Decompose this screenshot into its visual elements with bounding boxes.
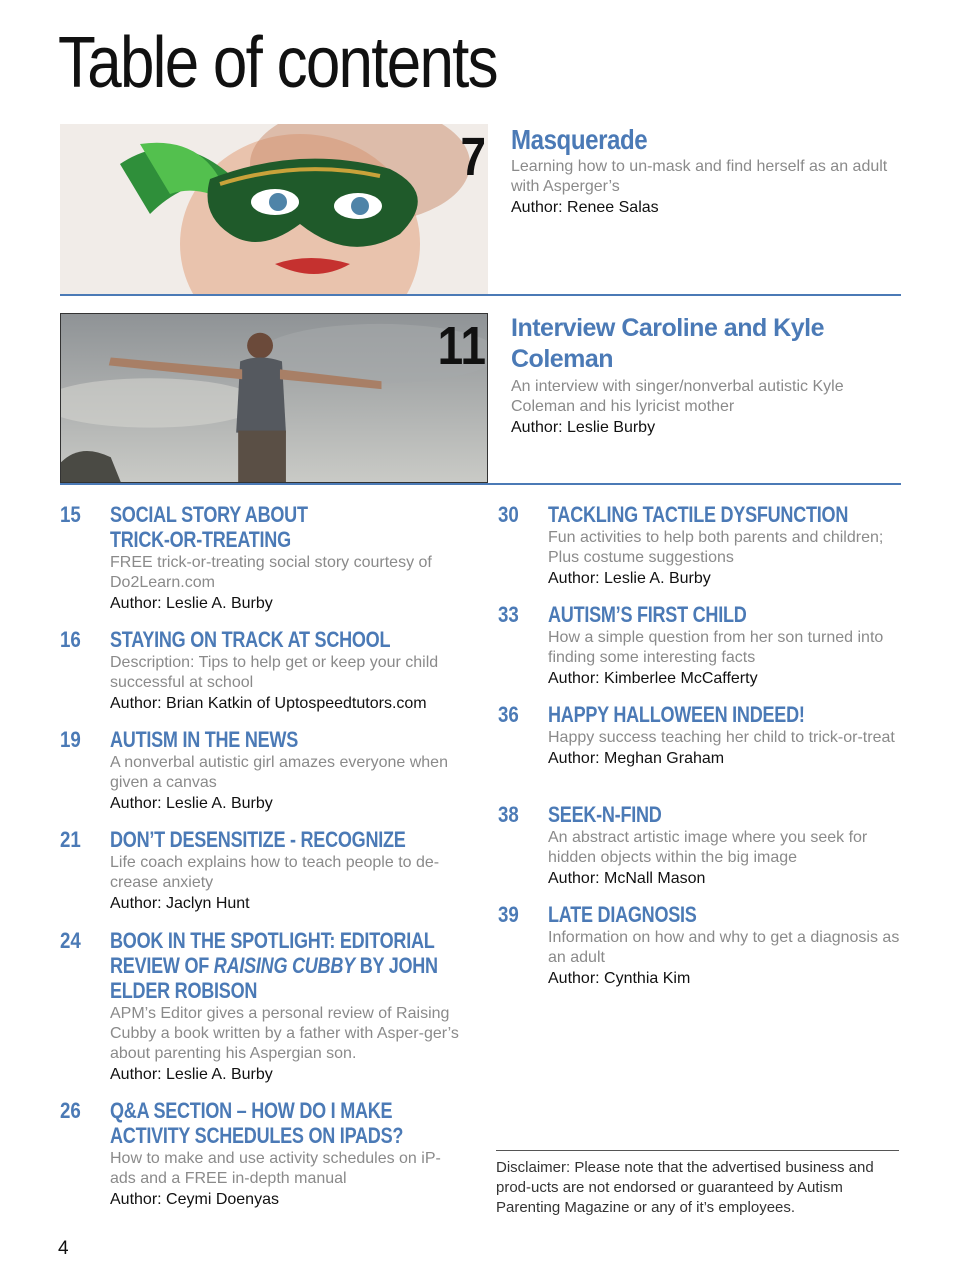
entry-page-number: 19	[60, 727, 81, 752]
entry-author: Author: Jaclyn Hunt	[110, 895, 250, 912]
page-number: 4	[58, 1238, 69, 1259]
entry-description: How a simple question from her son turned into finding some interesting facts	[548, 629, 884, 666]
entry-author: Author: Cynthia Kim	[548, 970, 691, 987]
entry-page-number: 26	[60, 1098, 81, 1123]
disclaimer-divider	[496, 1150, 899, 1151]
feature-author: Author: Renee Salas	[511, 199, 659, 216]
entry-page-number: 30	[498, 502, 519, 527]
entry-page-number: 15	[60, 502, 81, 527]
entry-description: Happy success teaching her child to trick-or-treat	[548, 729, 895, 746]
entry-title[interactable]: TACKLING TACTILE DYSFUNCTION	[548, 502, 849, 527]
entry-title[interactable]: STAYING ON TRACK AT SCHOOL	[110, 627, 391, 652]
masquerade-photo	[60, 124, 488, 294]
entry-page-number: 33	[498, 602, 519, 627]
entry-page-number: 36	[498, 702, 519, 727]
entry-title-part: BOOK IN THE SPOTLIGHT: EDITORIAL REVIEW OF	[110, 928, 435, 978]
entry-description: Life coach explains how to teach people to de-crease anxiety	[110, 854, 440, 891]
entry-title[interactable]	[110, 928, 462, 1003]
page-title: Table of contents	[58, 23, 497, 103]
entry-description: Information on how and why to get a diagnosis as an adult	[548, 929, 900, 966]
toc-right-column	[498, 502, 908, 1002]
feature-page-number: 7	[460, 127, 486, 187]
man-outstretched-arms-image	[61, 314, 487, 482]
interview-photo	[60, 313, 488, 483]
entry-title[interactable]: AUTISM’S FIRST CHILD	[548, 602, 747, 627]
entry-title[interactable]: SOCIAL STORY ABOUT TRICK-OR-TREATING	[110, 502, 308, 552]
feature-description: Learning how to un-mask and find herself as an adult with Asperger’s	[511, 158, 888, 195]
entry-title-part: BY JOHN ELDER ROBISON	[110, 953, 438, 1003]
entry-page-number: 38	[498, 802, 519, 827]
feature-author: Author: Leslie Burby	[511, 419, 656, 436]
entry-page-number: 39	[498, 902, 519, 927]
feature-text	[511, 313, 906, 438]
feature-title[interactable]: Masquerade	[511, 124, 648, 155]
entry-description: A nonverbal autistic girl amazes everyone when given a canvas	[110, 754, 448, 791]
feature-divider	[60, 294, 901, 296]
entry-page-number: 24	[60, 928, 81, 953]
entry-author: Author: Leslie A. Burby	[548, 570, 711, 587]
entry-author: Author: Kimberlee McCafferty	[548, 670, 758, 687]
entry-author: Author: McNall Mason	[548, 870, 706, 887]
masquerade-mask-image	[60, 124, 488, 294]
entry-author: Author: Meghan Graham	[548, 750, 725, 767]
entry-page-number: 21	[60, 827, 81, 852]
entry-author: Author: Leslie A. Burby	[110, 595, 273, 612]
entry-title[interactable]: LATE DIAGNOSIS	[548, 902, 697, 927]
entry-author: Author: Leslie A. Burby	[110, 795, 273, 812]
entry-page-number: 16	[60, 627, 81, 652]
entry-author: Author: Brian Katkin of Uptospeedtutors.com	[110, 695, 427, 712]
feature-interview[interactable]	[60, 313, 901, 487]
feature-title[interactable]: Interview Caroline and Kyle Coleman	[511, 314, 824, 373]
entry-title[interactable]: DON’T DESENSITIZE - RECOGNIZE	[110, 827, 406, 852]
entry-description: APM’s Editor gives a personal review of Raising Cubby a book written by a father with Asper-ger’s about parenting his Aspergian son.	[110, 1005, 459, 1062]
feature-masquerade[interactable]	[60, 124, 901, 296]
entry-author: Author: Ceymi Doenyas	[110, 1191, 279, 1208]
entry-title[interactable]: SEEK-N-FIND	[548, 802, 662, 827]
entry-description: FREE trick-or-treating social story courtesy of Do2Learn.com	[110, 554, 432, 591]
entry-title[interactable]: HAPPY HALLOWEEN INDEED!	[548, 702, 805, 727]
feature-page-number: 11	[437, 316, 486, 376]
feature-text	[511, 124, 906, 218]
toc-left-column	[60, 502, 470, 1222]
entry-description: An abstract artistic image where you seek for hidden objects within the big image	[548, 829, 868, 866]
book-title: RAISING CUBBY	[213, 953, 355, 978]
entry-title[interactable]: Q&A SECTION – HOW DO I MAKE ACTIVITY SCHEDULES ON IPADS?	[110, 1098, 404, 1148]
entry-description: How to make and use activity schedules on iP-ads and a FREE in-depth manual	[110, 1150, 441, 1187]
disclaimer-text: Disclaimer: Please note that the advertised business and prod-ucts are not endorsed or guaranteed by Autism Parenting Magazine or any of it’s employees.	[496, 1159, 874, 1216]
entry-title[interactable]: AUTISM IN THE NEWS	[110, 727, 298, 752]
entry-description: Description: Tips to help get or keep your child successful at school	[110, 654, 439, 691]
feature-description: An interview with singer/nonverbal autistic Kyle Coleman and his lyricist mother	[511, 378, 844, 415]
entry-description: Fun activities to help both parents and children; Plus costume suggestions	[548, 529, 884, 566]
feature-divider	[60, 483, 901, 485]
entry-author: Author: Leslie A. Burby	[110, 1066, 273, 1083]
